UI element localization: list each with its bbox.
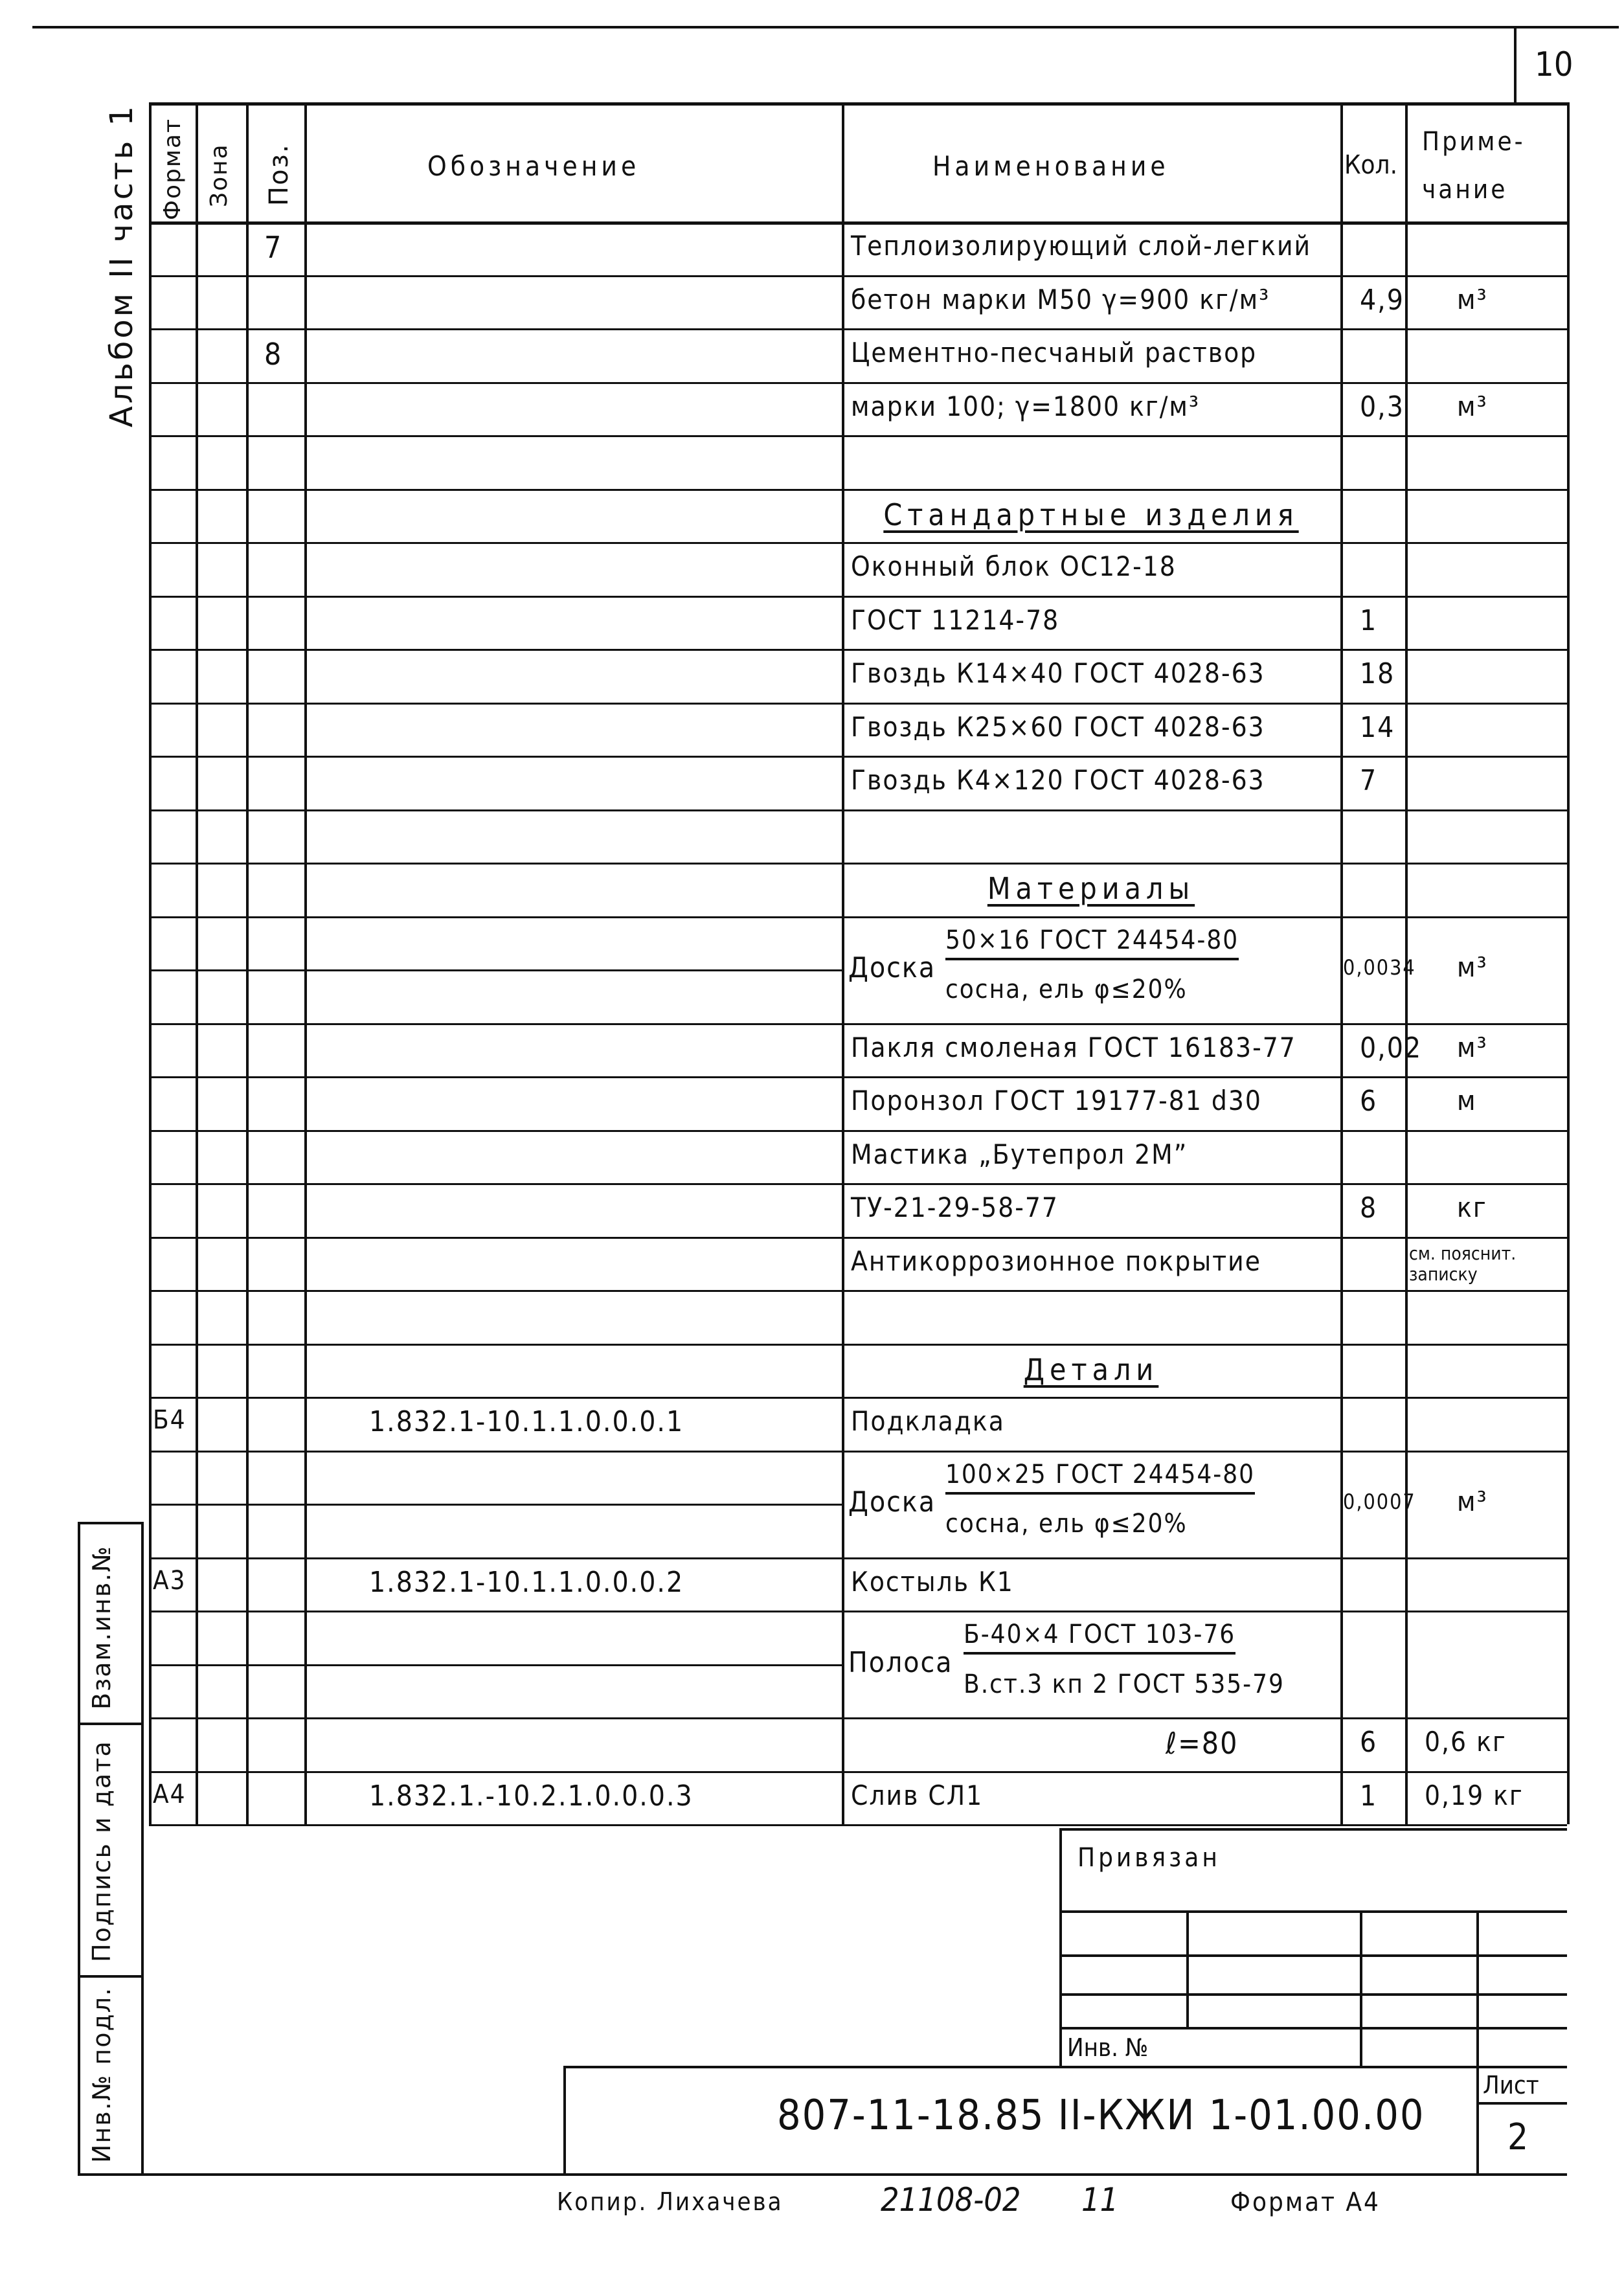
row-line: [149, 328, 1567, 330]
footer-kopir: Копир. Лихачева: [557, 2188, 784, 2216]
cell-kol: 18: [1360, 657, 1395, 691]
stamp-col-line-1: [1186, 1910, 1189, 2027]
fraction-denominator: В.ст.3 кп 2 ГОСТ 535-79: [964, 1669, 1285, 1699]
cell-format: Б4: [153, 1405, 186, 1436]
cell-name: ℓ=80: [1166, 1726, 1239, 1761]
header-primechanie-2: чание: [1422, 175, 1508, 205]
row-line: [149, 1611, 1567, 1612]
cell-name: Гвоздь К4×120 ГОСТ 4028-63: [851, 764, 1265, 797]
stamp-main-left: [563, 2066, 566, 2176]
cell-primechanie: кг: [1457, 1192, 1487, 1224]
cell-oboznachenie: 1.832.1-10.1.1.0.0.0.2: [369, 1565, 684, 1599]
cell-primechanie: м³: [1457, 390, 1488, 422]
stamp-list-divider: [1476, 2102, 1567, 2105]
side-divider-1: [78, 1522, 142, 1524]
side-vzam-inv-label: Взам.инв.№: [87, 1545, 116, 1710]
row-line: [149, 1183, 1567, 1185]
fraction-lead: Доска: [848, 951, 936, 984]
row-line: [149, 1771, 1567, 1773]
row-line: [149, 596, 1567, 598]
cell-name: Подкладка: [851, 1405, 1005, 1438]
stamp-main-top: [563, 2066, 1567, 2068]
fraction-numerator: 100×25 ГОСТ 24454-80: [945, 1460, 1255, 1495]
cell-name: Теплоизолирующий слой-легкий: [851, 230, 1312, 262]
cell-primechanie: см. пояснит. записку: [1409, 1242, 1517, 1285]
column-line-4: [842, 102, 844, 1824]
stamp-list-left: [1476, 2066, 1479, 2176]
cell-kol: 1: [1360, 604, 1378, 637]
row-line: [149, 489, 1567, 491]
header-format: Формат: [159, 117, 186, 220]
cell-primechanie: м³: [1457, 951, 1488, 983]
section-title: Детали: [1023, 1351, 1159, 1387]
section-title: Стандартные изделия: [883, 497, 1299, 532]
row-mid-line: [149, 1504, 842, 1506]
side-lower-box-left: [78, 1522, 80, 2176]
row-line: [149, 435, 1567, 437]
footer-order-2: 11: [1081, 2181, 1119, 2219]
cell-kol: 8: [1360, 1192, 1378, 1225]
stamp-row-line-1: [1059, 1910, 1567, 1913]
table-top-line: [149, 102, 1567, 106]
side-lower-box-right: [141, 1522, 144, 2176]
side-divider-3: [78, 1975, 142, 1978]
stamp-list-label: Лист: [1483, 2071, 1539, 2099]
cell-name: ТУ-21-29-58-77: [851, 1192, 1059, 1224]
row-line: [149, 703, 1567, 705]
row-line: [149, 1237, 1567, 1239]
cell-kol: 6: [1360, 1085, 1378, 1118]
column-line-7: [1567, 102, 1570, 1824]
cell-poz: 7: [264, 230, 283, 266]
fraction-numerator: Б-40×4 ГОСТ 103-76: [964, 1620, 1235, 1655]
cell-format: А4: [153, 1779, 186, 1809]
row-line: [149, 1451, 1567, 1453]
row-line: [149, 863, 1567, 865]
side-podpis-data-label: Подпись и дата: [87, 1740, 116, 1962]
row-line: [149, 1023, 1567, 1025]
stamp-privyazan: Привязан: [1077, 1843, 1221, 1873]
cell-name: Поронзол ГОСТ 19177-81 d30: [851, 1085, 1262, 1117]
row-line: [149, 649, 1567, 651]
row-line: [149, 275, 1567, 277]
cell-name: Пакля смоленая ГОСТ 16183-77: [851, 1031, 1296, 1063]
cell-primechanie: 0,6 кг: [1425, 1726, 1507, 1758]
cell-name: Мастика „Бутепрол 2М”: [851, 1138, 1188, 1170]
row-line: [149, 1717, 1567, 1719]
page-number-box-left: [1514, 26, 1517, 102]
header-oboznachenie: Обозначение: [427, 150, 640, 182]
row-line: [149, 1824, 1567, 1826]
cell-oboznachenie: 1.832.1-10.1.1.0.0.0.1: [369, 1405, 684, 1439]
row-mid-line: [149, 969, 842, 971]
header-zona: Зона: [206, 143, 232, 207]
cell-name: Цементно-песчаный раствор: [851, 337, 1257, 369]
cell-kol: 0,0034: [1343, 955, 1416, 980]
side-album-label: Альбом II часть 1: [104, 103, 140, 427]
row-line: [149, 916, 1567, 918]
fraction-denominator: сосна, ель φ≤20%: [945, 975, 1188, 1004]
cell-primechanie: м³: [1457, 283, 1488, 315]
header-bottom-line: [149, 221, 1567, 225]
row-line: [149, 542, 1567, 544]
row-mid-line: [149, 1664, 842, 1666]
cell-name: марки 100; γ=1800 кг/м³: [851, 390, 1201, 422]
cell-name: Слив СЛ1: [851, 1779, 984, 1811]
cell-name: ГОСТ 11214-78: [851, 604, 1060, 636]
stamp-col-line-3: [1476, 1910, 1479, 2066]
cell-kol: 0,3: [1360, 390, 1404, 424]
footer-format: Формат А4: [1230, 2188, 1381, 2217]
row-line: [149, 1397, 1567, 1399]
cell-name: Костыль К1: [851, 1565, 1014, 1598]
cell-kol: 7: [1360, 764, 1378, 798]
row-line: [149, 1557, 1567, 1559]
cell-primechanie: м: [1457, 1085, 1477, 1117]
stamp-top-line: [1059, 1828, 1567, 1831]
cell-kol: 0,0007: [1343, 1489, 1416, 1514]
cell-primechanie: 0,19 кг: [1425, 1779, 1524, 1811]
top-border-line: [32, 26, 1619, 28]
row-line: [149, 1130, 1567, 1132]
column-line-0: [149, 102, 152, 1824]
header-poz: Поз.: [264, 143, 294, 206]
header-primechanie-1: Приме-: [1422, 127, 1526, 157]
row-line: [149, 1344, 1567, 1346]
cell-kol: 4,9: [1360, 283, 1404, 317]
column-line-1: [196, 102, 198, 1824]
fraction-numerator: 50×16 ГОСТ 24454-80: [945, 925, 1239, 960]
fraction-lead: Полоса: [848, 1645, 953, 1679]
stamp-left-line: [1059, 1828, 1062, 2068]
section-title: Материалы: [987, 871, 1195, 907]
header-kol: Кол.: [1344, 150, 1397, 180]
cell-oboznachenie: 1.832.1.-10.2.1.0.0.0.3: [369, 1779, 694, 1813]
cell-primechanie: м³: [1457, 1486, 1488, 1517]
cell-name: Антикоррозионное покрытие: [851, 1245, 1261, 1277]
side-inv-podl-label: Инв.№ подл.: [87, 1986, 116, 2163]
stamp-row-line-3: [1059, 1993, 1567, 1996]
stamp-col-line-2: [1360, 1910, 1362, 2066]
cell-name: бетон марки М50 γ=900 кг/м³: [851, 283, 1270, 315]
cell-name: Гвоздь К14×40 ГОСТ 4028-63: [851, 657, 1265, 690]
fraction-lead: Доска: [848, 1486, 936, 1519]
cell-poz: 8: [264, 337, 283, 372]
row-line: [149, 1076, 1567, 1078]
header-naimenovanie: Наименование: [932, 150, 1169, 182]
cell-format: А3: [153, 1565, 186, 1596]
fraction-denominator: сосна, ель φ≤20%: [945, 1509, 1188, 1539]
row-line: [149, 756, 1567, 758]
page-number: 10: [1535, 45, 1573, 84]
cell-kol: 6: [1360, 1726, 1378, 1759]
stamp-row-line-4: [1059, 2027, 1567, 2030]
cell-kol: 0,02: [1360, 1031, 1423, 1065]
cell-name: Оконный блок ОС12-18: [851, 550, 1177, 583]
stamp-inv-no: Инв. №: [1067, 2033, 1149, 2062]
cell-name: Гвоздь К25×60 ГОСТ 4028-63: [851, 710, 1265, 743]
side-divider-2: [78, 1723, 142, 1725]
column-line-2: [246, 102, 249, 1824]
row-line: [149, 1290, 1567, 1292]
stamp-designation: 807-11-18.85 II-КЖИ 1-01.00.00: [777, 2092, 1425, 2140]
cell-primechanie: м³: [1457, 1031, 1488, 1063]
stamp-list-number: 2: [1507, 2116, 1529, 2158]
row-line: [149, 809, 1567, 811]
row-line: [149, 382, 1567, 384]
cell-kol: 1: [1360, 1779, 1378, 1813]
stamp-main-bottom: [80, 2173, 1567, 2176]
cell-kol: 14: [1360, 710, 1395, 744]
stamp-row-line-2: [1059, 1954, 1567, 1957]
footer-order: 21108-02: [881, 2181, 1021, 2219]
column-line-3: [304, 102, 307, 1824]
